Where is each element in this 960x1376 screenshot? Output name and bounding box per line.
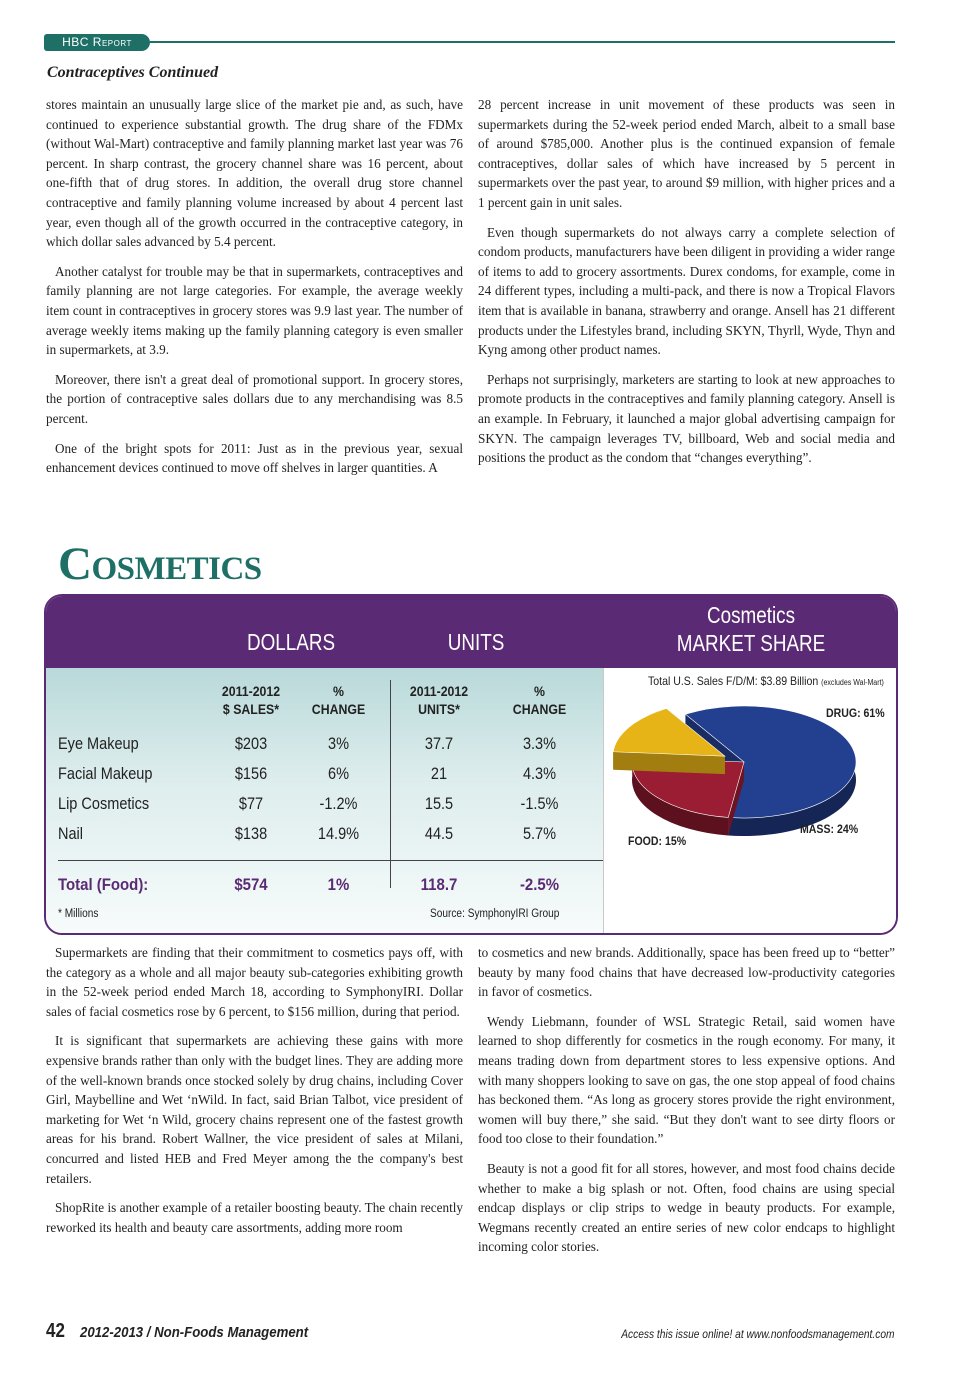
header-sales: 2011-2012 $ SALES* [221, 683, 281, 717]
market-share-title-line1: Cosmetics [706, 602, 796, 628]
article-column-top-left [46, 95, 463, 488]
pie-label-mass: MASS: 24% [800, 822, 859, 836]
article-column-bottom-left [46, 943, 463, 1247]
row-units: 37.7 [424, 735, 454, 753]
cosmetics-title: Cosmetics [58, 538, 262, 590]
header-units: 2011-2012 UNITS* [409, 683, 469, 717]
paragraph: Moreover, there isn't a great deal of promotional support. In grocery stores, the portion of contraceptive sales dollars due to any merchandising was 8.5 percent. [46, 371, 463, 426]
market-share-title-line2: MARKET SHARE [676, 630, 826, 656]
total-sales-change: 1% [327, 875, 350, 894]
row-label: Facial Makeup [58, 765, 153, 783]
row-units-change: -1.5% [520, 795, 559, 813]
column-divider [390, 680, 391, 888]
total-sales: $574 [234, 875, 268, 894]
row-label: Eye Makeup [58, 735, 139, 753]
row-units: 21 [430, 765, 448, 783]
row-sales-change: -1.2% [319, 795, 358, 813]
paragraph: Wendy Liebmann, founder of WSL Strategic Retail, said women have learned to shop differently for cosmetics in the rough economy. For many, it means trading down from department stores to less expensive options. And with many shoppers looking to save on gas, the one stop appeal of food chains has beckoned them. “As long as grocery stores provide the right environment, women will buy there,” she said. “But they don't want to see dirty floors or food too close to their foundation.” [478, 1013, 895, 1147]
cosmetics-data-panel [44, 594, 898, 935]
row-label: Lip Cosmetics [58, 795, 150, 813]
pie-chart [604, 694, 897, 884]
total-units: 118.7 [420, 875, 458, 894]
pie-label-drug: DRUG: 61% [826, 706, 885, 720]
paragraph: Supermarkets are finding that their commitment to cosmetics pays off, with the category as a whole and all major beauty sub-categories exhibiting growth in the 52-week period ended March 18, according to SymphonyIRI. Dollar sales of facial cosmetics rose by 6 percent, to $156 million, during that period. [46, 945, 463, 1019]
sales-table [46, 668, 603, 933]
table-footnote: * Millions [58, 908, 99, 920]
article-column-top-right [478, 95, 895, 478]
market-share-chart [603, 668, 897, 933]
paragraph: One of the bright spots for 2011: Just as in the previous year, sexual enhancement devices continued to move off shelves in larger quantities. A [46, 440, 463, 476]
dollars-label: DOLLARS [246, 629, 336, 655]
row-sales: $138 [234, 825, 268, 843]
header-sales-change: % CHANGE [311, 683, 366, 717]
row-sales-change: 3% [327, 735, 349, 753]
paragraph: Even though supermarkets do not always carry a complete selection of condom products, manufacturers have been diligent in providing a wider range of items to add to grocery assortments. Durex condoms, for example, come in 24 different types, including a multi-pack, and there is now a Tropical Flavors item that is available in banana, strawberry and orange. Ansell has 21 different products under the Lifestyles brand, including SKYN, Thyrll, Wyde, Thyn and Kyng among other product names. [478, 224, 895, 358]
section-heading: Contraceptives Continued [47, 64, 219, 81]
page-number: 42 [46, 1320, 65, 1342]
header-units-change: % CHANGE [512, 683, 567, 717]
paragraph: Perhaps not surprisingly, marketers are starting to look at new approaches to promote products in the contraceptives and family planning category. Ansell is an example. In February, it launched a major global advertising campaign for SKYN. The campaign leverages TV, billboard, Web and social media and positions the product as the condom that “changes everything”. [478, 371, 895, 466]
chart-subtitle [648, 674, 884, 688]
row-sales: $203 [234, 735, 268, 753]
row-units: 44.5 [424, 825, 454, 843]
chart-subtitle-text: Total U.S. Sales F/D/M: $3.89 Billion [648, 674, 819, 688]
row-sales-change: 14.9% [317, 825, 360, 843]
paragraph: It is significant that supermarkets are achieving these gains with more expensive brands rather than only with the budget lines. They are adding more of the well-known brands once stocked solely by drug chains, including Cover Girl, Maybelline and Wet ‘nWild. In fact, said Brian Talbot, vice president of marketing for Wet ‘n Wild, grocery chains represent one of the fastest growth areas for his brand. Robert Wallner, the vice president of sales at Milani, concurred and listed HEB and Fred Meyer among the the company's best retailers. [46, 1033, 463, 1186]
article-column-bottom-right [478, 943, 895, 1267]
paragraph: Beauty is not a good fit for all stores, however, and most food chains decide whether to make a big splash or not. Often, food chains are using special endcap displays or clip strips to wedge in beauty products. For example, Wegmans recently created an entire series of new color endcaps to highlight incoming color stories. [478, 1160, 895, 1255]
paragraph: ShopRite is another example of a retailer boosting beauty. The chain recently reworked its health and beauty care assortments, adding more room [46, 1200, 463, 1235]
row-label: Nail [58, 825, 84, 843]
panel-header-band [46, 596, 896, 668]
row-units-change: 5.7% [522, 825, 557, 843]
total-units-change: -2.5% [519, 875, 560, 894]
header-rule [150, 41, 895, 43]
row-units-change: 3.3% [522, 735, 557, 753]
paragraph: 28 percent increase in unit movement of these products was seen in supermarkets during the 52-week period ended March, albeit to a small base of around $785,000. Another plus is the continued expansion of female contraceptives, dollar sales of which have increased by 5 percent in supermarkets over the past year, to around $9 million, with higher prices and a 1 percent gain in unit sales. [478, 97, 895, 210]
online-note: Access this issue online! at www.nonfoodsmanagement.com [620, 1327, 894, 1341]
row-sales: $156 [234, 765, 268, 783]
total-label: Total (Food): [58, 875, 149, 894]
row-sales: $77 [238, 795, 264, 813]
chart-subtitle-note: (excludes Wal-Mart) [821, 678, 884, 687]
paragraph: to cosmetics and new brands. Additionally, space has been freed up to “better” beauty by many food chains that have decreased low-productivity categories in favor of cosmetics. [478, 945, 895, 1000]
row-sales-change: 6% [327, 765, 349, 783]
row-units: 15.5 [424, 795, 454, 813]
paragraph: Another catalyst for trouble may be that in supermarkets, contraceptives and family planning are not large categories. For example, the average weekly item count in contraceptives in grocery stores was 9.9 last year. The number of average weekly items making up the family planning category is even smaller in supermarkets, at 3.9. [46, 263, 463, 358]
total-divider [58, 860, 603, 861]
units-label: UNITS [447, 629, 505, 655]
pie-label-food: FOOD: 15% [628, 834, 687, 848]
row-units-change: 4.3% [522, 765, 557, 783]
paragraph: stores maintain an unusually large slice of the market pie and, as such, have continued to experience substantial growth. The drug share of the FDMx (without Wal-Mart) contraceptive and family planning market last year was 76 percent. In sharp contrast, the grocery channel share was 16 percent, about one-fifth that of drug stores. In addition, the overall drug store channel contraceptive and family planning volume increased by about 4 percent last year, even though all of the growth occurred in the contraceptive category, in which dollar sales advanced by 5.4 percent. [46, 97, 463, 250]
section-tag: HBC Report [44, 34, 150, 51]
table-source: Source: SymphonyIRI Group [430, 908, 560, 920]
publication-title: 2012-2013 / Non-Foods Management [80, 1324, 309, 1341]
